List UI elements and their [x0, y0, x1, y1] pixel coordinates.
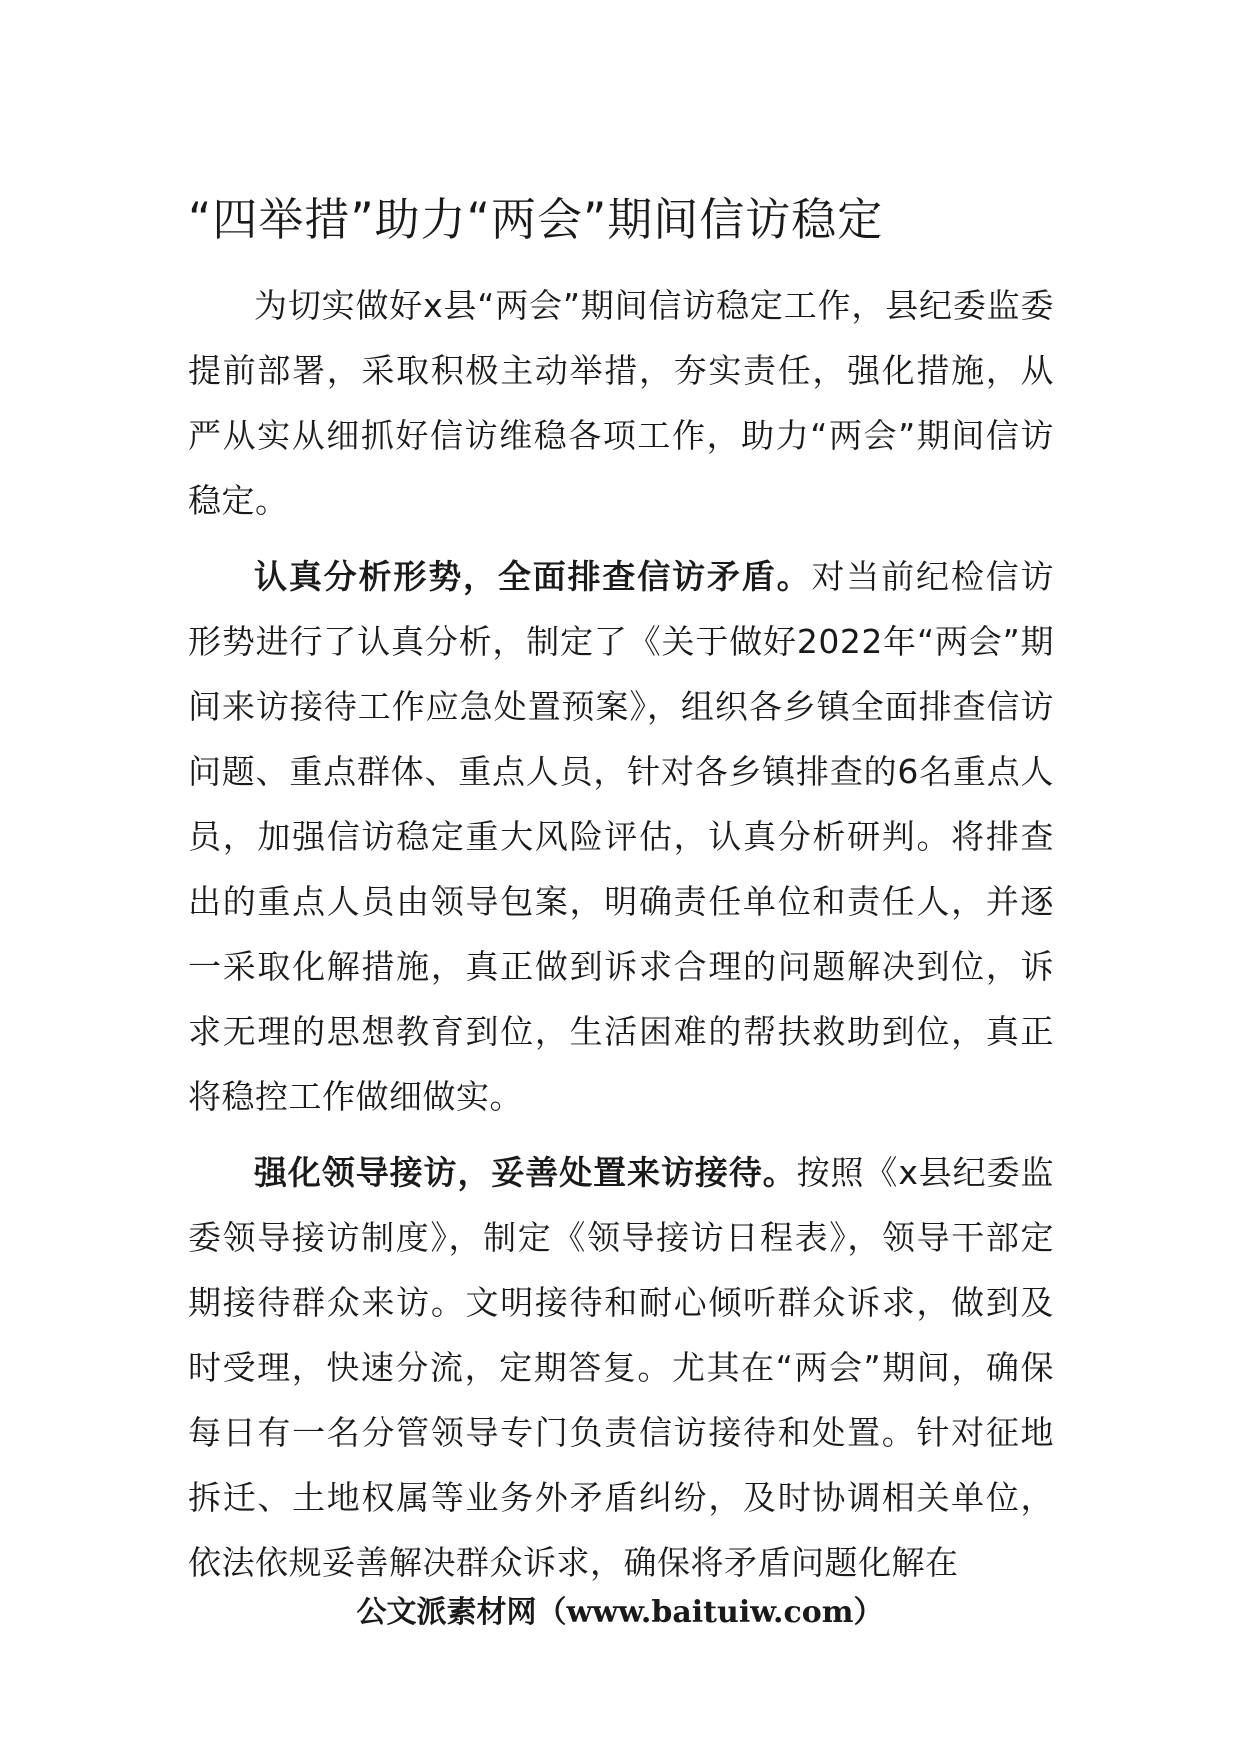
paragraph-text: 对当前纪检信访形势进行了认真分析，制定了《关于做好2022年“两会”期间来访接待工作应急处置预案》，组织各乡镇全面排查信访问题、重点群体、重点人员，针对各乡镇排查的6名重点人员，加强信访稳定重大风险评估，认真分析研判。将排查出的重点人员由领导包案，明确责任单位和责任人，并逐一采取化解措施，真正做到诉求合理的问题解决到位，诉求无理的思想教育到位，生活困难的帮扶救助到位，真正将稳控工作做细做实。 [188, 557, 1055, 1116]
document-title: “四举措”助力“两会”期间信访稳定 [188, 193, 884, 246]
paragraph-intro [188, 273, 1054, 533]
paragraph-lead: 认真分析形势，全面排查信访矛盾。 [254, 557, 812, 596]
paragraph-text: 按照《x县纪委监委领导接访制度》，制定《领导接访日程表》，领导干部定期接待群众来访。文明接待和耐心倾听群众诉求，做到及时受理，快速分流，定期答复。尤其在“两会”期间，确保每日有一名分管领导专门负责信访接待和处置。针对征地拆迁、土地权属等业务外矛盾纠纷，及时协调相关单位，依法依规妥善解决群众诉求，确保将矛盾问题化解在 [188, 1153, 1055, 1582]
paragraph-reception [188, 1140, 1054, 1595]
paragraph-analysis [188, 544, 1054, 1129]
paragraph-lead: 强化领导接访，妥善处置来访接待。 [254, 1153, 797, 1192]
paragraph-text: 为切实做好x县“两会”期间信访稳定工作，县纪委监委提前部署，采取积极主动举措，夯实责任，强化措施，从严从实从细抓好信访维稳各项工作，助力“两会”期间信访稳定。 [188, 286, 1054, 520]
document-body [188, 273, 1054, 1606]
footer-source: 公文派素材网（www.baituiw.com） [356, 1595, 884, 1630]
